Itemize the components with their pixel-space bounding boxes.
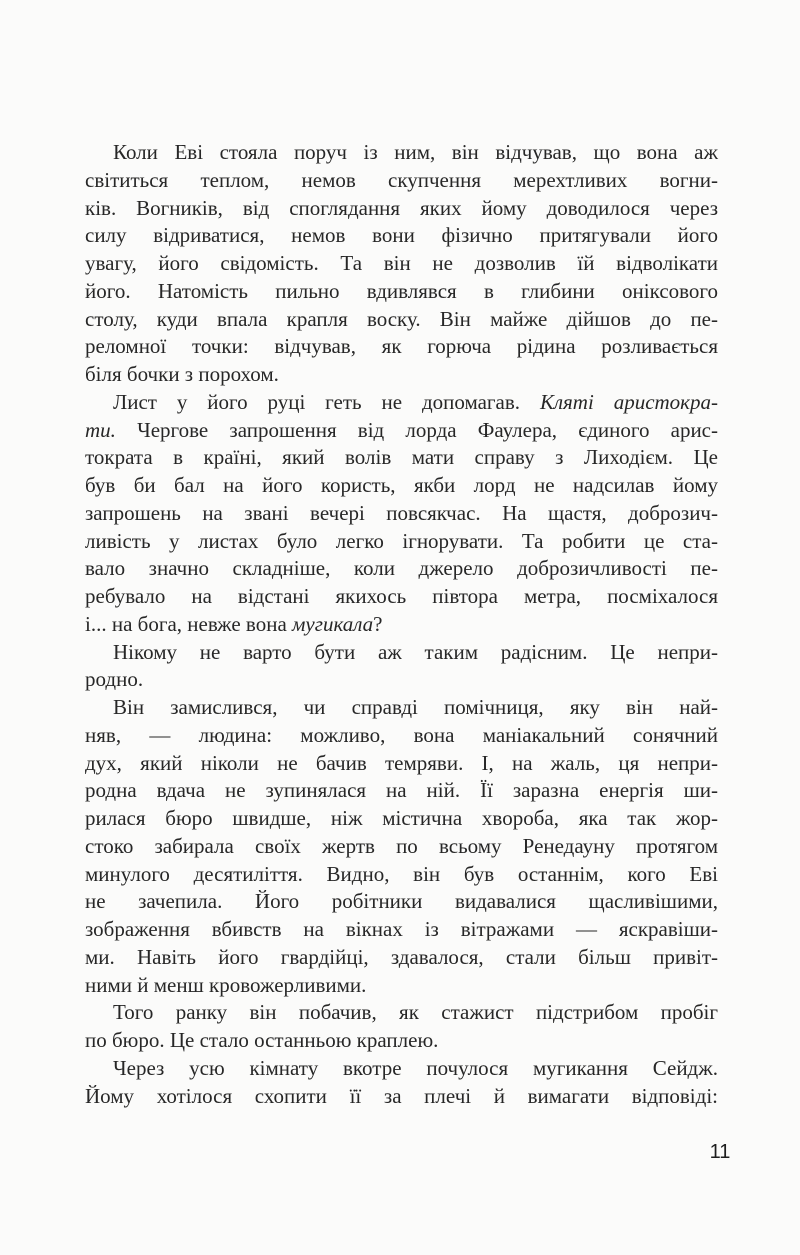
text-line [85,500,718,528]
text-segment: увагу, його свідомість. Та він не дозволив їй відволікати [85,251,718,275]
text-segment: і... на бога, невже вона [85,611,293,636]
text-segment: Чергове запрошення від лорда Фаулера, єдиного арис- [115,417,718,442]
text-segment: біля бочки з порохом. [85,362,279,386]
text-segment: зображення вбивств на вікнах із вітражами — яскравіши- [85,917,718,941]
text-line [85,888,718,916]
text-line [85,306,718,334]
text-segment: минулого десятиліття. Видно, він був останнім, кого Еві [85,861,718,886]
text-segment: ми. Навіть його гвардійці, здавалося, стали більш привіт- [85,944,718,969]
text-line [85,222,718,250]
text-segment: ? [373,611,383,636]
text-segment: родно. [85,667,144,692]
text-line [85,777,718,805]
text-segment: Лист у його руці геть не допомагав. [113,389,540,414]
text-segment: Йому хотілося схопити її за плечі й вимагати відповіді: [85,1083,718,1108]
text-line [85,805,718,833]
paragraph [85,999,718,1055]
text-line [85,278,718,306]
text-line [85,722,718,750]
body-text [85,139,718,1110]
text-line [85,1083,718,1111]
text-line [85,861,718,889]
text-segment: Коли Еві стояла поруч із ним, він відчував, що вона аж [113,140,718,164]
paragraph [85,1055,718,1111]
text-line [85,916,718,944]
text-line [85,583,718,611]
paragraph [85,139,718,389]
paragraph [85,694,718,999]
text-line [85,666,718,694]
text-segment: був би бал на його користь, якби лорд не надсилав йому [85,473,718,497]
text-segment: по бюро. Це стало останньою краплею. [85,1028,439,1052]
page-number: 11 [709,1141,731,1163]
text-line [85,833,718,861]
text-segment: ними й менш кровожерливими. [85,972,367,997]
italic-text: ти. [85,417,116,442]
text-segment: Нікому не варто бути аж таким радісним. Це непри- [113,639,718,664]
text-segment: світиться теплом, немов скупчення мерехтливих вогни- [85,167,718,192]
text-segment: няв, — людина: можливо, вона маніакальний сонячний [85,722,718,747]
italic-text: Кляті аристокра- [539,389,718,414]
text-line [85,1027,718,1055]
italic-text: мугикала [292,611,374,636]
text-segment: Через усю кімнату вкотре почулося мугикання Сейдж. [113,1055,718,1080]
text-segment: тократа в країні, який волів мати справу з Лиходієм. Це [85,445,718,470]
text-segment: ків. Вогників, від споглядання яких йому доводилося через [85,195,718,220]
text-segment: реломної точки: відчував, як горюча рідина розливається [85,334,718,359]
text-segment: рилася бюро швидше, ніж містична хвороба, яка так жор- [85,806,718,830]
text-segment: його. Натомість пильно вдивлявся в глибини оніксового [85,278,718,303]
text-line [85,417,718,445]
text-segment: ливість у листах було легко ігнорувати. Та робити це ста- [85,528,718,553]
text-line [85,972,718,1000]
text-line [85,361,718,389]
text-line [85,389,718,417]
text-line [85,139,718,167]
text-line [85,167,718,195]
paragraph [85,639,718,695]
text-segment: столу, куди впала крапля воску. Він майже дійшов до пе- [85,306,718,331]
text-segment: вало значно складніше, коли джерело доброзичливості пе- [85,556,718,581]
text-line [85,195,718,223]
text-line [85,999,718,1027]
text-segment: запрошень на звані вечері повсякчас. На щастя, доброзич- [85,500,718,525]
text-line [85,333,718,361]
text-segment: родна вдача не зупинялася на ній. Її заразна енергія ши- [85,778,718,803]
text-segment: Він замислився, чи справді помічниця, яку він най- [113,695,718,719]
text-line [85,750,718,778]
text-line [85,472,718,500]
text-line [85,250,718,278]
text-line [85,1055,718,1083]
text-line [85,944,718,972]
text-segment: силу відриватися, немов вони фізично притягували його [85,223,718,248]
text-segment: ребувало на відстані якихось півтора метра, посміхалося [85,584,718,608]
text-segment: стоко забирала своїх жертв по всьому Ренедауну протягом [85,833,718,858]
text-line [85,694,718,722]
text-line [85,611,718,639]
text-line [85,528,718,556]
text-segment: Того ранку він побачив, як стажист підстрибом пробіг [113,1000,718,1025]
text-segment: не зачепила. Його робітники видавалися щасливішими, [85,889,718,914]
text-line [85,555,718,583]
paragraph [85,389,718,639]
text-line [85,639,718,667]
text-segment: дух, який ніколи не бачив темряви. І, на жаль, ця непри- [85,750,718,775]
text-line [85,444,718,472]
